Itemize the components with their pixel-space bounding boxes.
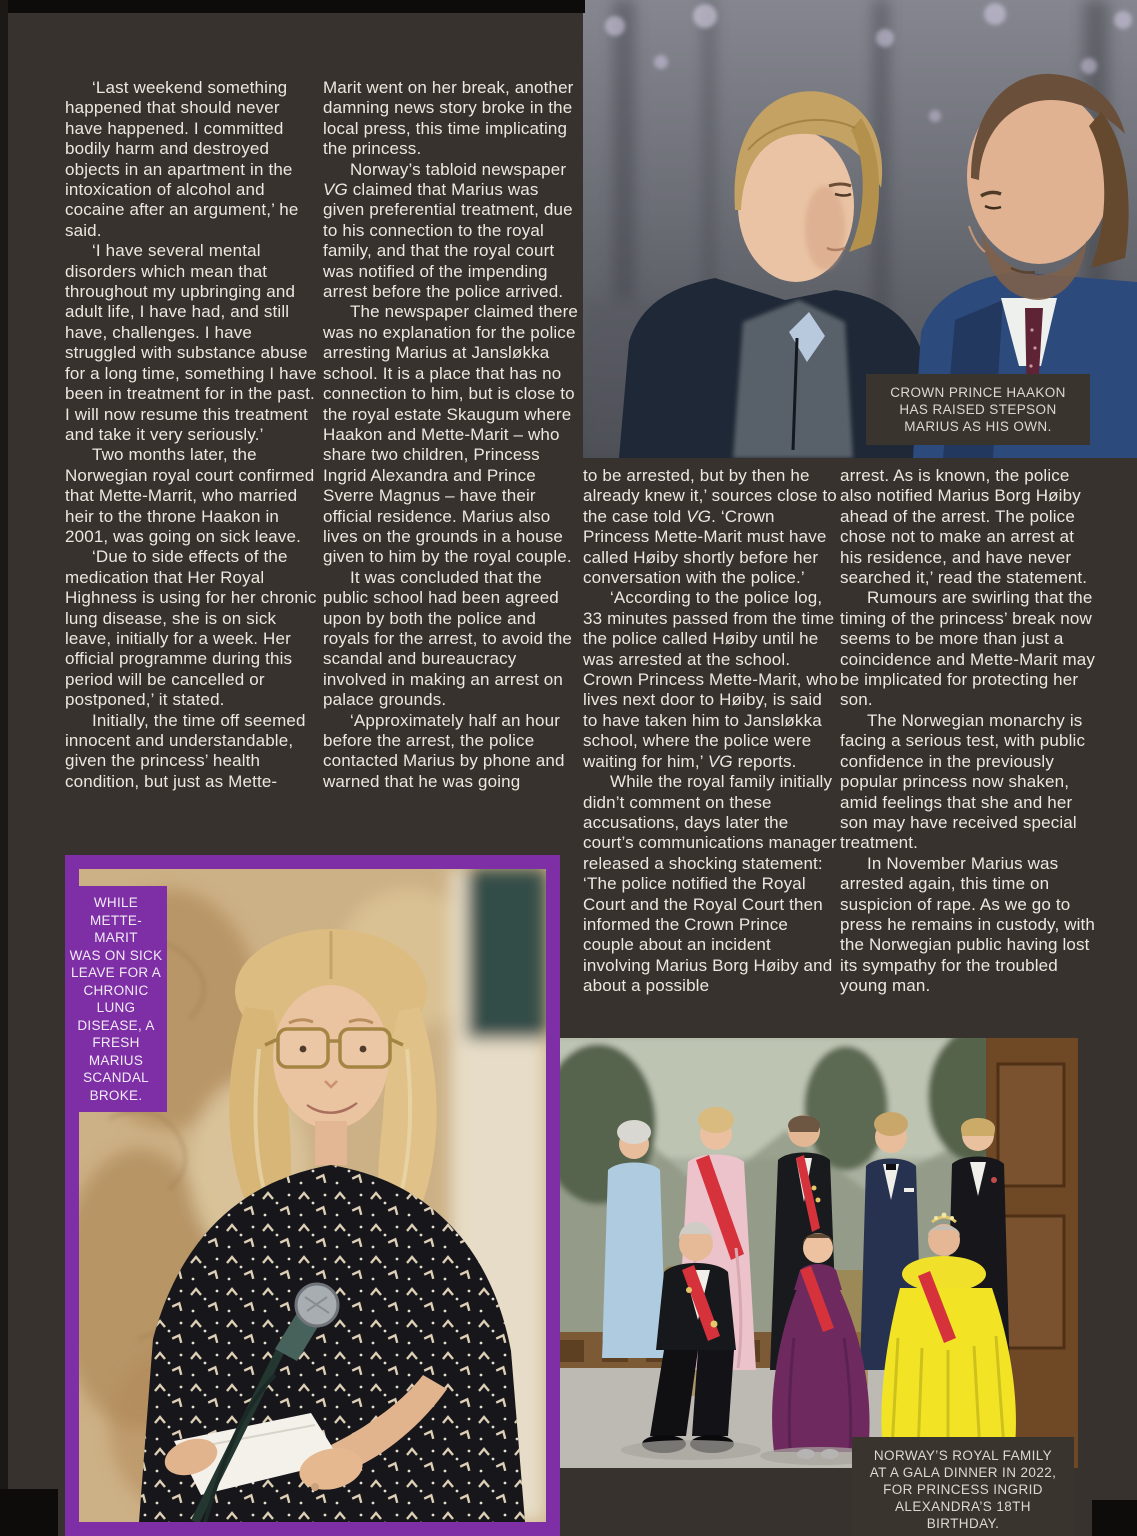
paragraph: Two months later, the Norwegian royal court confirmed that Mette-Marrit, who married heir to the throne Haakon in 2001, was going on sick leave.: [65, 445, 315, 546]
paragraph: In November Marius was arrested again, this time on suspicion of rape. As we go to press he remains in custody, with the Norwegian public having lost its sympathy for the troubled young man.: [840, 853, 1096, 996]
photo-royal-family-gala: [546, 1038, 1078, 1468]
paragraph: to be arrested, but by then he already knew it,’ sources close to the case told VG. ‘Crown Princess Mette-Marit must have called Høiby shortly before her conversation with the police.’: [583, 466, 837, 588]
bottom-left-corner: [0, 1489, 58, 1536]
paragraph: The Norwegian monarchy is facing a serious test, with public confidence in the previously popular princess now shaken, amid feelings that she and her son may have received special treatment.: [840, 710, 1086, 853]
paragraph: ‘Approximately half an hour before the arrest, the police contacted Marius by phone and warned that he was going: [323, 710, 565, 791]
paragraph: Norway’s tabloid newspaper VG claimed that Marius was given preferential treatment, due to his connection to the royal family, and that the royal court was notified of the impending arrest before the police arrived.: [323, 159, 573, 302]
text-column-4: [840, 466, 1098, 997]
paragraph: Initially, the time off seemed innocent and understandable, given the princess’ health condition, but just as Mette-: [65, 710, 306, 791]
top-edge-bar: [0, 0, 585, 13]
text-column-2: [323, 78, 579, 792]
paragraph: ‘I have several mental disorders which mean that throughout my upbringing and adult life, I have had, and still have, challenges. I have struggled with substance abuse for a long time, something I have been in treatment for in the past. I will now resume this treatment and take it very seriously.’: [65, 241, 317, 444]
bottom-right-corner: [1092, 1500, 1137, 1536]
text-column-3: [583, 466, 838, 997]
paragraph: Rumours are swirling that the timing of the princess’ break now seems to be more than just a coincidence and Mette-Marit may be implicated for protecting her son.: [840, 588, 1096, 710]
caption-gala-dinner: NORWAY’S ROYAL FAMILY AT A GALA DINNER IN 2022, FOR PRINCESS INGRID ALEXANDRA’S 18TH BIRTHDAY.: [852, 1437, 1074, 1536]
left-edge-bar: [0, 0, 8, 1536]
paragraph: ‘Due to side effects of the medication that Her Royal Highness is using for her chronic lung disease, she is on sick leave, initially for a week. Her official programme during this period will be cancelled or postponed,’ it stated.: [65, 547, 317, 710]
caption-haakon-marius: CROWN PRINCE HAAKON HAS RAISED STEPSON MARIUS AS HIS OWN.: [866, 374, 1090, 445]
paragraph: ‘Last weekend something happened that should never have happened. I committed bodily harm and destroyed objects in an apartment in the intoxication of alcohol and cocaine after an argument,’ he said.: [65, 78, 299, 240]
paragraph: While the royal family initially didn’t comment on these accusations, days later the court’s communications manager released a shocking statement: ‘The police notified the Royal Court and the Royal Court then informed the Crown Prince couple about an incident involving Marius Borg Høiby and about a possible: [583, 772, 837, 996]
paragraph: ‘According to the police log, 33 minutes passed from the time the police called Høiby until he was arrested at the school. Crown Princess Mette-Marit, who lives next door to Høiby, is said to have taken him to Jansløkka school, where the police were waiting for him,’ VG reports.: [583, 588, 838, 771]
paragraph: It was concluded that the public school had been agreed upon by both the police and royals for the arrest, to avoid the scandal and bureaucracy involved in making an arrest on palace grounds.: [323, 567, 573, 710]
caption-sick-leave: WHILE METTE-MARIT WAS ON SICK LEAVE FOR A CHRONIC LUNG DISEASE, A FRESH MARIUS SCANDAL BROKE.: [65, 886, 167, 1112]
paragraph: Marit went on her break, another damning news story broke in the local press, this time implicating the princess.: [323, 78, 574, 159]
text-column-1: [65, 78, 319, 792]
paragraph: arrest. As is known, the police also notified Marius Borg Høiby ahead of the arrest. The police chose not to make an arrest at his residence, and have never searched it,’ read the statement.: [840, 466, 1088, 588]
photo-royal-family-art: [546, 1038, 1078, 1468]
paragraph: The newspaper claimed there was no explanation for the police arresting Marius at Jansløkka school. It is a place that has no connection to him, but is close to the royal estate Skaugum where Haakon and Mette-Marit – who share two children, Princess Ingrid Alexandra and Prince Sverre Magnus – have their official residence. Marius also lives on the grounds in a house given to him by the royal couple.: [323, 302, 579, 567]
